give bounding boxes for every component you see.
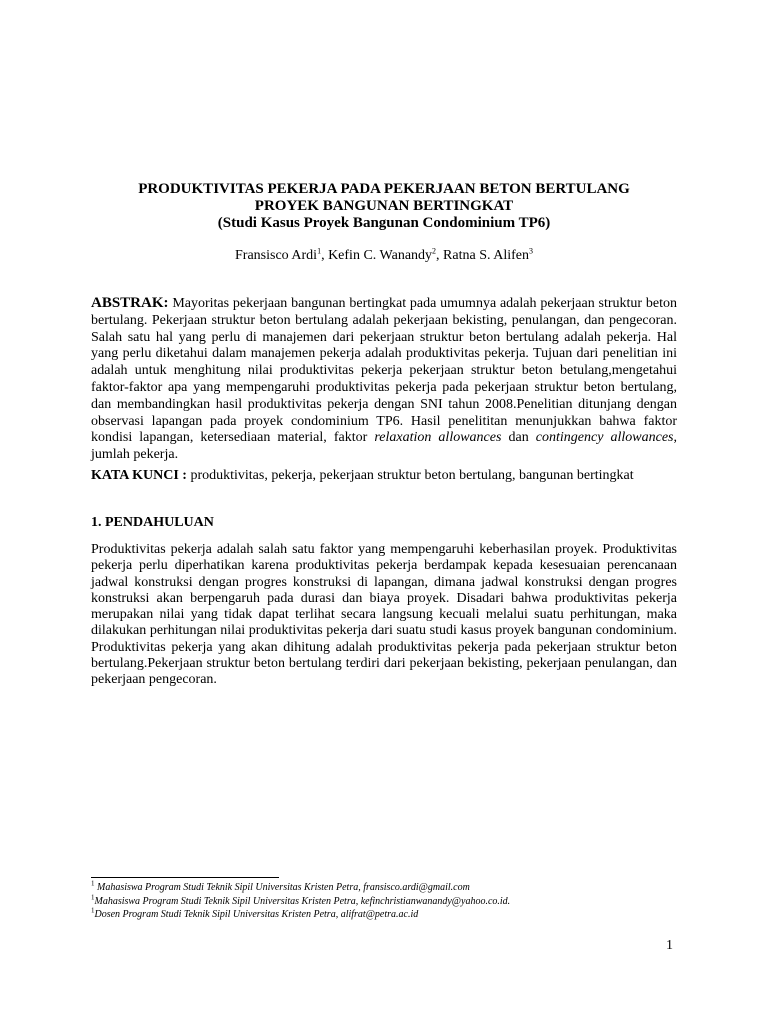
abstract bbox=[91, 295, 677, 464]
keywords-text: produktivitas, pekerja, pekerjaan struktur beton bertulang, bangunan bertingkat bbox=[186, 468, 634, 483]
section-heading: 1. PENDAHULUAN bbox=[91, 515, 214, 530]
footnote bbox=[91, 908, 677, 922]
footnote-mark: 1 bbox=[91, 906, 95, 915]
author-list bbox=[90, 248, 678, 264]
footnote-text: Mahasiswa Program Studi Teknik Sipil Universitas Kristen Petra, kefinchristianwanandy@yahoo.co.id. bbox=[94, 895, 511, 907]
abstract-italic-term: contingency allowances bbox=[535, 430, 674, 446]
abstract-italic-term: relaxation allowances bbox=[374, 430, 502, 446]
footnote-mark: 1 bbox=[91, 879, 95, 888]
author-separator: , bbox=[321, 248, 329, 263]
title-line-2: PROYEK BANGUNAN BERTINGKAT bbox=[254, 198, 514, 214]
footnotes bbox=[91, 881, 677, 922]
author-affiliation-mark: 3 bbox=[528, 246, 533, 256]
author-name: Fransisco Ardi bbox=[235, 248, 318, 263]
page-number: 1 bbox=[666, 938, 673, 953]
footnote-text: Mahasiswa Program Studi Teknik Sipil Universitas Kristen Petra, fransisco.ardi@gmail.com bbox=[94, 882, 470, 893]
footnote-text: Dosen Program Studi Teknik Sipil Universitas Kristen Petra, alifrat@petra.ac.id bbox=[94, 909, 419, 920]
author-name: Ratna S. Alifen bbox=[443, 248, 529, 263]
author-affiliation-mark: 2 bbox=[432, 246, 437, 256]
author-name: Kefin C. Wanandy bbox=[328, 248, 433, 263]
footnote-mark: 1 bbox=[91, 893, 95, 902]
abstract-label: ABSTRAK: bbox=[91, 295, 169, 311]
footnote bbox=[91, 895, 677, 909]
title-line-1: PRODUKTIVITAS PEKERJA PADA PEKERJAAN BETON BERTULANG bbox=[138, 181, 630, 197]
keywords-label: KATA KUNCI : bbox=[91, 468, 187, 483]
title-line-3: (Studi Kasus Proyek Bangunan Condominium TP6) bbox=[217, 215, 551, 231]
section-paragraph: Produktivitas pekerja adalah salah satu faktor yang mempengaruhi keberhasilan proyek. Produktivitas pekerja perlu diperhatikan karena produktivitas pekerja berdampak kepada kesesuaian perencanaan jadwal konstruksi dengan progres konstruksi di lapangan, dimana jadwal konstruksi dengan progres konstruksi akan berpengaruh pada durasi dan biaya proyek. Disadari bahwa produktivitas pekerja merupakan nilai yang tidak dapat terlihat secara langsung kecuali melalui suatu perhitungan, maka dilakukan perhitungan nilai produktivitas pekerja dari suatu studi kasus proyek bangunan condominium. Produktivitas pekerja yang akan dihitung adalah produktivitas pekerja pada pekerjaan struktur beton bertulang.Pekerjaan struktur beton bertulang terdiri dari pekerjaan bekisting, pekerjaan penulangan, dan pekerjaan pengecoran. bbox=[91, 542, 677, 688]
abstract-text: , jumlah pekerja. bbox=[91, 430, 677, 463]
footnote bbox=[91, 881, 677, 895]
footnote-divider bbox=[91, 877, 279, 878]
abstract-text: Mayoritas pekerjaan bangunan bertingkat pada umumnya adalah pekerjaan struktur beton bertulang. Pekerjaan struktur beton bertulang adalah pekerjaan bekisting, penulangan, dan pengecoran. Salah satu hal yang perlu di manajemen dari pekerjaan struktur beton bertulang adalah pekerja. Hal yang perlu diketahui dalam manajemen pekerja adalah produktivitas pekerja. Tujuan dari penelitian ini adalah untuk menghitung nilai produktivitas pekerja pekerjaan struktur beton betulang,mengetahui faktor-faktor apa yang mempengaruhi produktivitas pekerja pada pekerjaan struktur beton bertulang, dan membandingkan hasil produktivitas pekerja dengan SNI tahun 2008.Penelitian ditunjang dengan observasi lapangan pada proyek condominium TP6. Hasil penelititan menunjukkan bahwa faktor kondisi lapangan, ketersediaan material, faktor bbox=[91, 296, 677, 446]
abstract-text: dan bbox=[501, 430, 536, 446]
author-affiliation-mark: 1 bbox=[317, 246, 322, 256]
author-separator: , bbox=[436, 248, 444, 263]
keywords bbox=[91, 467, 677, 484]
paper-title bbox=[90, 181, 678, 232]
